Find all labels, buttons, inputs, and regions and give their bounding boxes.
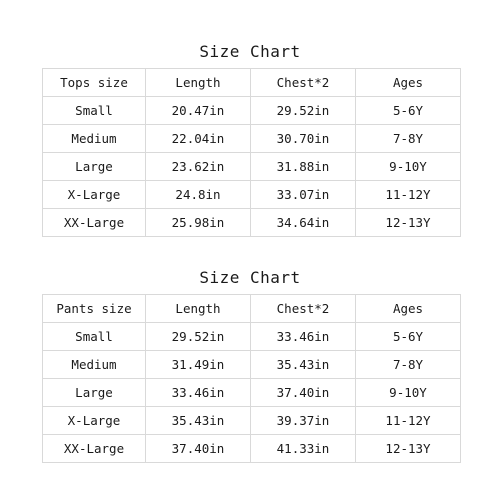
chest-cell: 39.37in (251, 407, 356, 435)
pants-size-table (42, 294, 461, 463)
table-row (43, 153, 461, 181)
ages-cell: 11-12Y (356, 181, 461, 209)
ages-cell: 9-10Y (356, 379, 461, 407)
table-row (43, 209, 461, 237)
pants-chart-title: Size Chart (199, 268, 301, 287)
header-chest: Chest*2 (251, 295, 356, 323)
table-row (43, 435, 461, 463)
ages-cell: 9-10Y (356, 153, 461, 181)
ages-cell: 11-12Y (356, 407, 461, 435)
chest-cell: 30.70in (251, 125, 356, 153)
length-cell: 29.52in (146, 323, 251, 351)
header-size: Pants size (43, 295, 146, 323)
header-length: Length (146, 295, 251, 323)
length-cell: 37.40in (146, 435, 251, 463)
size-cell: XX-Large (43, 435, 146, 463)
size-cell: Small (43, 323, 146, 351)
header-length: Length (146, 69, 251, 97)
table-row (43, 323, 461, 351)
table-row (43, 97, 461, 125)
length-cell: 22.04in (146, 125, 251, 153)
header-size: Tops size (43, 69, 146, 97)
size-cell: Medium (43, 351, 146, 379)
ages-cell: 5-6Y (356, 97, 461, 125)
tops-chart-title: Size Chart (199, 42, 301, 61)
size-cell: Large (43, 379, 146, 407)
ages-cell: 7-8Y (356, 351, 461, 379)
table-header-row (43, 295, 461, 323)
chest-cell: 35.43in (251, 351, 356, 379)
tops-size-table (42, 68, 461, 237)
length-cell: 23.62in (146, 153, 251, 181)
ages-cell: 7-8Y (356, 125, 461, 153)
length-cell: 35.43in (146, 407, 251, 435)
table-header-row (43, 69, 461, 97)
table-row (43, 181, 461, 209)
chest-cell: 41.33in (251, 435, 356, 463)
chest-cell: 33.07in (251, 181, 356, 209)
table-row (43, 407, 461, 435)
ages-cell: 12-13Y (356, 209, 461, 237)
size-cell: X-Large (43, 181, 146, 209)
header-chest: Chest*2 (251, 69, 356, 97)
chest-cell: 34.64in (251, 209, 356, 237)
length-cell: 33.46in (146, 379, 251, 407)
length-cell: 20.47in (146, 97, 251, 125)
table-row (43, 379, 461, 407)
length-cell: 24.8in (146, 181, 251, 209)
chest-cell: 33.46in (251, 323, 356, 351)
size-cell: X-Large (43, 407, 146, 435)
chest-cell: 37.40in (251, 379, 356, 407)
length-cell: 31.49in (146, 351, 251, 379)
size-cell: XX-Large (43, 209, 146, 237)
size-cell: Small (43, 97, 146, 125)
size-cell: Medium (43, 125, 146, 153)
header-ages: Ages (356, 295, 461, 323)
ages-cell: 12-13Y (356, 435, 461, 463)
table-row (43, 125, 461, 153)
chest-cell: 31.88in (251, 153, 356, 181)
table-row (43, 351, 461, 379)
ages-cell: 5-6Y (356, 323, 461, 351)
chest-cell: 29.52in (251, 97, 356, 125)
size-cell: Large (43, 153, 146, 181)
length-cell: 25.98in (146, 209, 251, 237)
header-ages: Ages (356, 69, 461, 97)
